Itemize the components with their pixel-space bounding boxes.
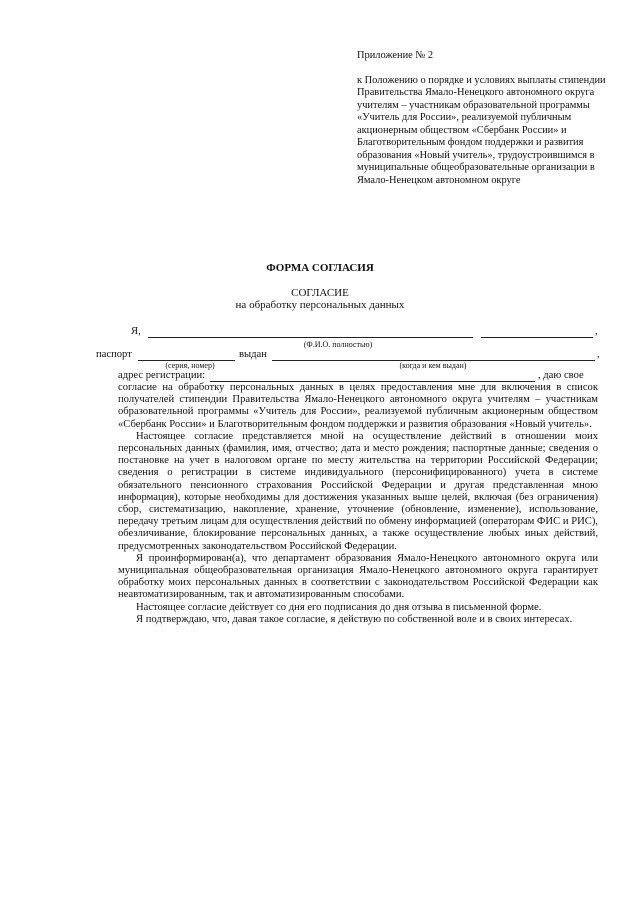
paragraph-4: Настоящее согласие действует со дня его подписания до дня отзыва в письменной форме. [136,601,542,613]
fio-line [0,326,640,339]
paragraph-3: Я проинформирован(а), что департамент образования Ямало-Ненецкого автономного округа или муниципальная общеобразовательная организация Ямало-Ненецкого автономного округа гарантирует обработку моих персональных данных в соответствии с законодательством Российской Федерации как неавтоматизированным, так и автоматизированным способами. [118,552,598,601]
paragraph-1: согласие на обработку персональных данных в целях предоставления мне для включения в список получателей стипендии Правительства Ямало-Ненецкого автономного округа учителям – участникам образовательной программы «Учитель для России», реализуемой публичным акционерным обществом «Сбербанк России» и Благотворительным фондом поддержки и развития образования «Новый учитель». [118,382,598,430]
i-label: Я, [131,326,141,337]
passport-series-field[interactable] [138,349,235,361]
passport-issued-field[interactable] [272,349,595,361]
appendix-text: к Положению о порядке и условиях выплаты стипендии Правительства Ямало-Ненецкого автономного округа учителям – участникам образовательной программы «Учитель для России», реализуемой публичным акционерным обществом «Сбербанк России» и Благотворительным фондом поддержки и развития образования «Новый учитель», трудоустроившимся в муниципальные общеобразовательные организации в Ямало-Ненецком автономном округе [357,74,606,186]
consent-body [118,382,598,626]
consent-title: СОГЛАСИЕ [291,287,349,299]
fio-field[interactable] [148,326,473,338]
paragraph-5: Я подтверждаю, что, давая такое согласие, я действую по собственной воле и в своих интересах. [136,613,573,625]
series-hint: (серия, номер) [165,361,215,370]
passport-label: паспорт [96,349,132,360]
paragraph-2: Настоящее согласие представляется мной на осуществление действий в отношении моих персональных данных (фамилия, имя, отчество; дата и место рождения; паспортные данные; сведения о постановке на учет в налоговом органе по месту жительства на территории Российской Федерации; сведения о регистрации в системе индивидуального (персонифицированного) учета в системе обязательного пенсионного страхования Российской Федерации и другая представленная мною информация), которые необходимы для достижения указанных выше целей, включая (без ограничения) сбор, систематизацию, накопление, хранение, уточнение (обновление, изменение), использование, передачу третьим лицам для осуществления действий по обмену информацией (операторам ФИС и РИС), обезличивание, блокирование персональных данных, а также осуществление любых иных действий, предусмотренных законодательством Российской Федерации. [118,430,598,552]
give-consent-label: , даю свое [538,370,584,381]
passport-comma: , [597,349,600,360]
form-title: ФОРМА СОГЛАСИЯ [266,262,374,274]
fio-comma: , [595,326,598,337]
consent-heading [0,287,640,311]
fio-hint: (Ф.И.О. полностью) [303,340,373,349]
appendix-block [357,50,612,187]
issued-label: выдан [239,349,267,360]
passport-line [0,349,640,362]
consent-subtitle: на обработку персональных данных [235,299,405,311]
appendix-number: Приложение № 2 [357,50,434,61]
issued-hint: (когда и кем выдан) [399,361,467,370]
fio-field-extra[interactable] [481,326,593,338]
address-field[interactable] [210,370,535,382]
address-label: адрес регистрации: [118,370,206,381]
